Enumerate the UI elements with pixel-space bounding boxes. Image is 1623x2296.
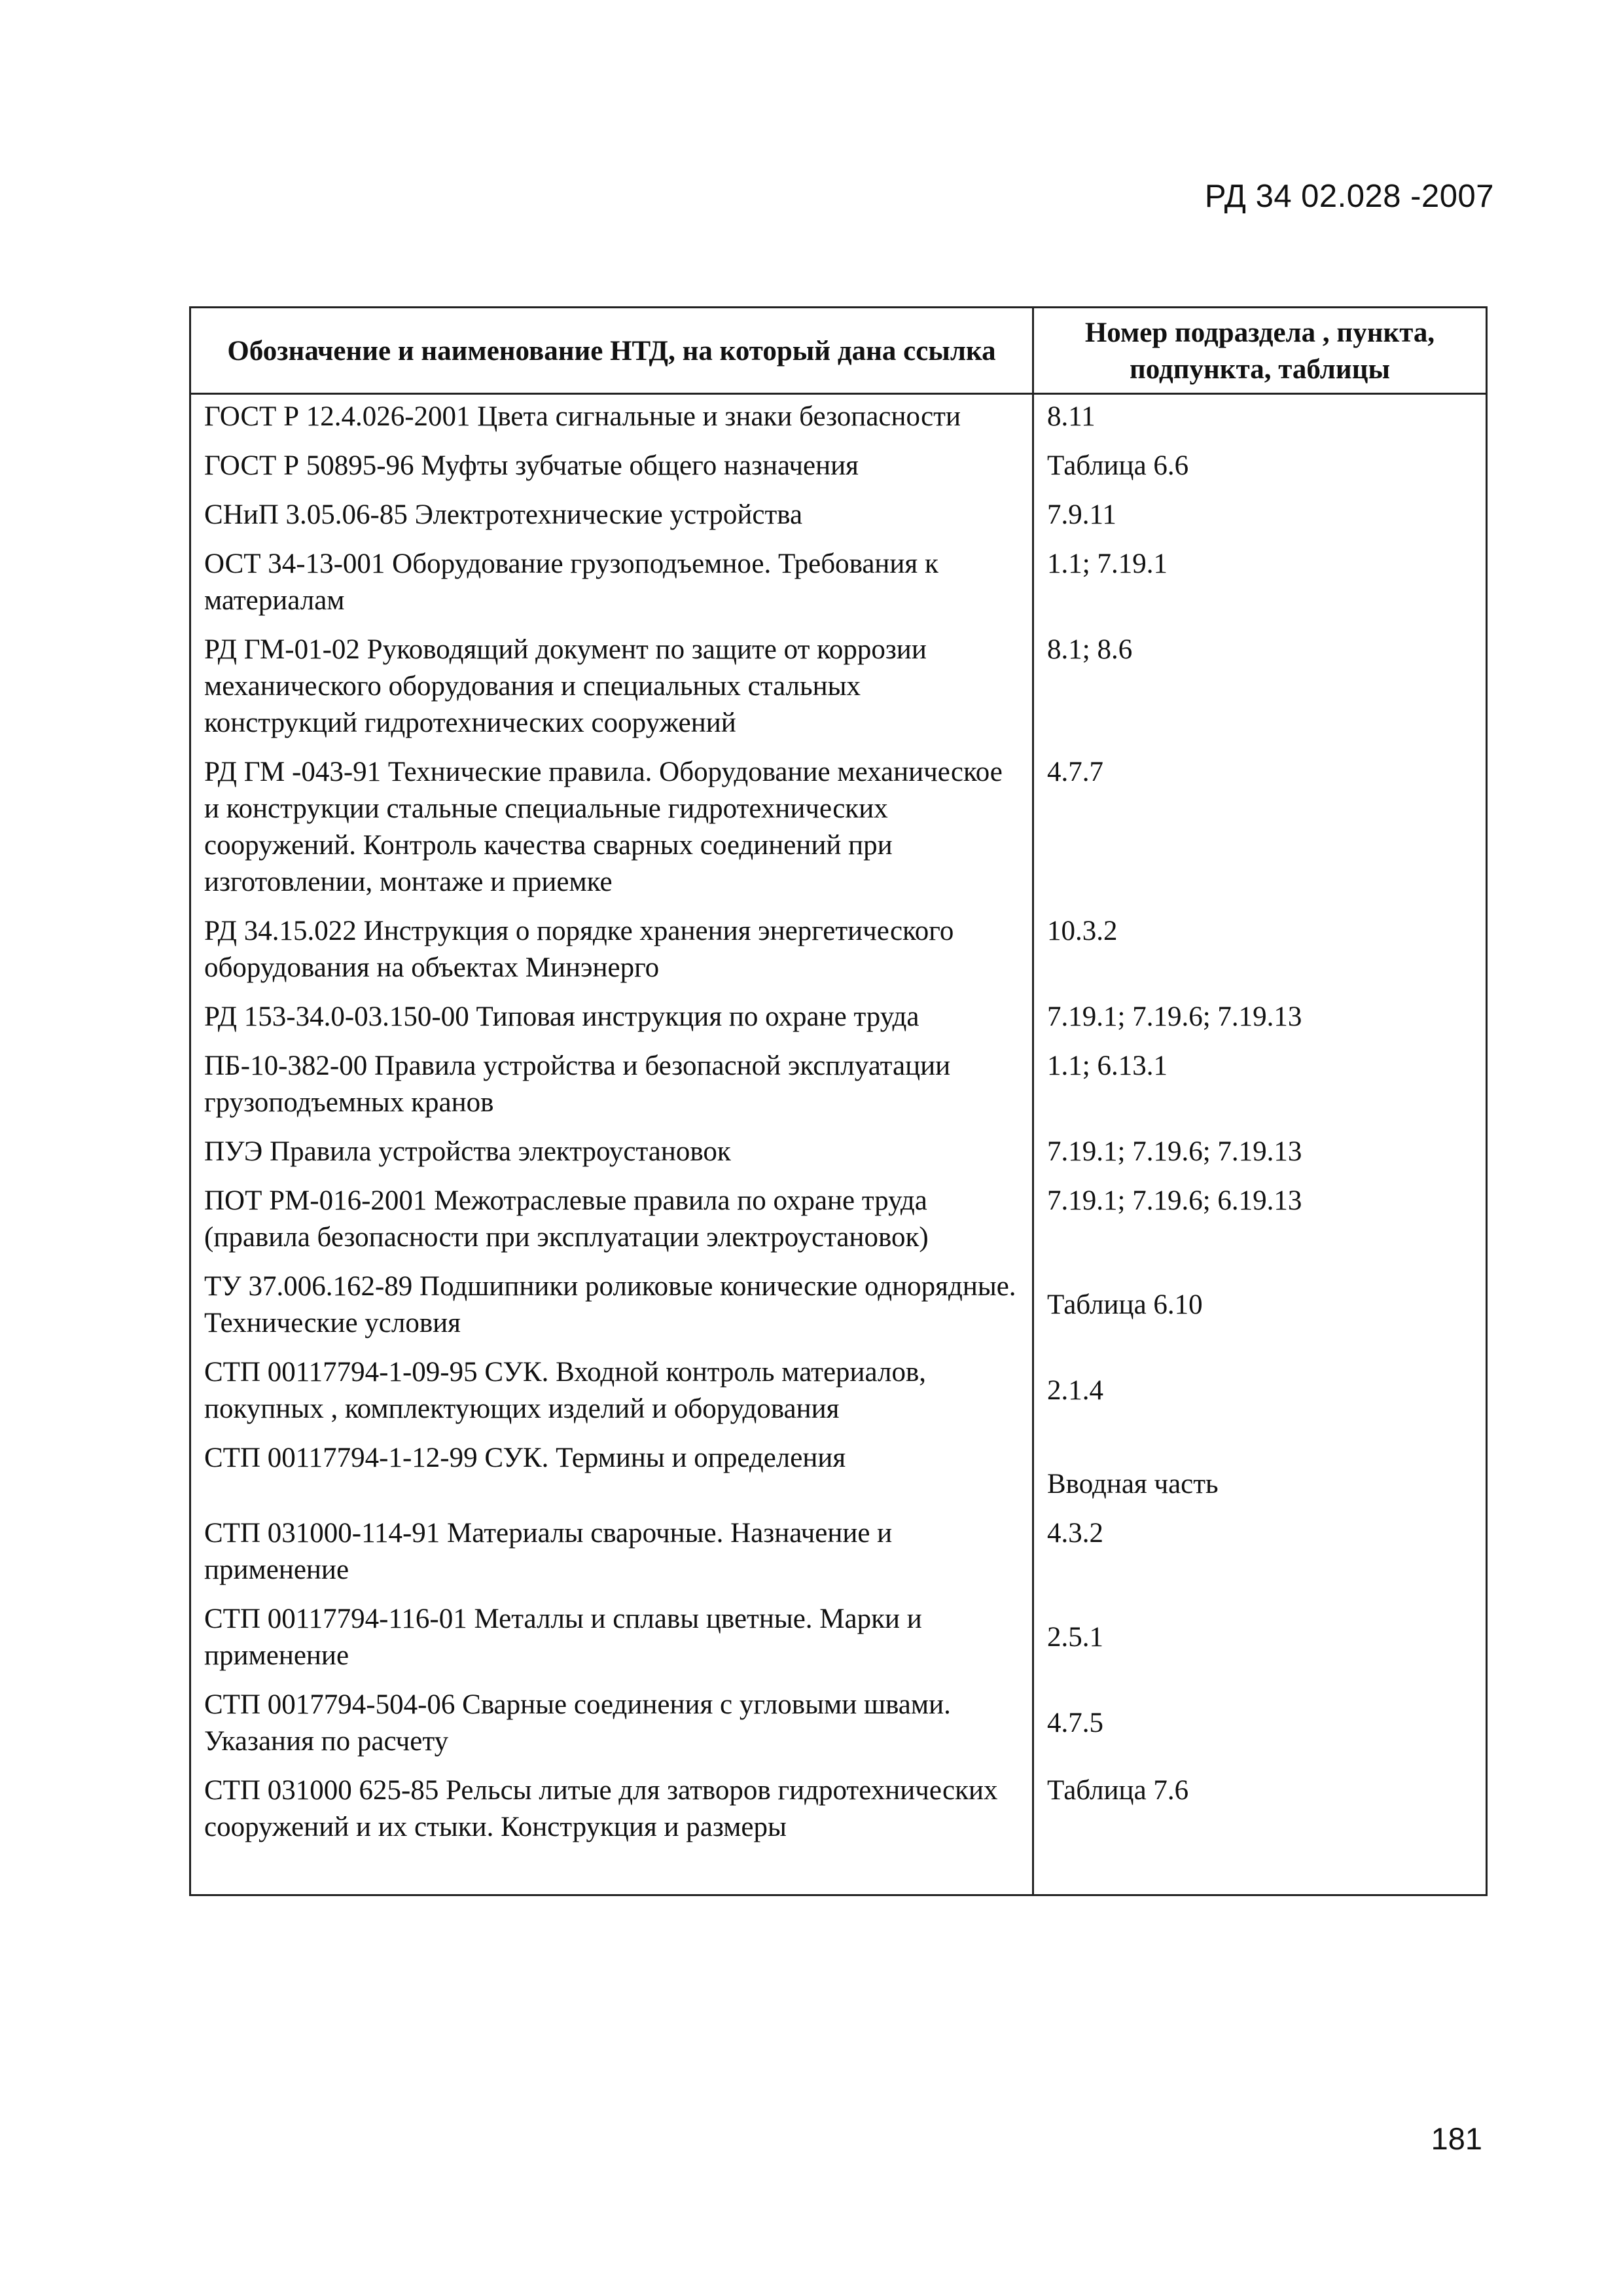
document-name-cell: ПУЭ Правила устройства электроустановок: [190, 1130, 1033, 1179]
table-row: [190, 1511, 1487, 1597]
document-name-cell: СНиП 3.05.06-85 Электротехнические устройства: [190, 493, 1033, 542]
table-row: [190, 394, 1487, 444]
section-ref-cell: 1.1; 6.13.1: [1033, 1044, 1487, 1130]
table-row: [190, 628, 1487, 750]
table-row: [190, 750, 1487, 909]
page-number: 181: [1431, 2121, 1482, 2156]
document-name-cell: СТП 00117794-1-12-99 СУК. Термины и определения: [190, 1436, 1033, 1511]
section-ref-cell: 7.19.1; 7.19.6; 7.19.13: [1033, 995, 1487, 1044]
table-row: [190, 1265, 1487, 1350]
references-table: [189, 306, 1488, 1896]
table-row: [190, 995, 1487, 1044]
document-name-cell: СТП 0017794-504-06 Сварные соединения с угловыми швами. Указания по расчету: [190, 1683, 1033, 1768]
document-name-cell: СТП 031000 625-85 Рельсы литые для затворов гидротехнических сооружений и их стыки. Конструкция и размеры: [190, 1768, 1033, 1895]
section-ref-cell: 7.19.1; 7.19.6; 7.19.13: [1033, 1130, 1487, 1179]
section-ref-cell: Таблица 6.6: [1033, 444, 1487, 493]
section-ref-cell: 10.3.2: [1033, 909, 1487, 995]
column-header-document: Обозначение и наименование НТД, на который дана ссылка: [190, 308, 1033, 394]
document-code: РД 34 02.028 -2007: [1204, 179, 1494, 214]
document-name-cell: ГОСТ Р 12.4.026-2001 Цвета сигнальные и знаки безопасности: [190, 394, 1033, 444]
document-name-cell: ТУ 37.006.162-89 Подшипники роликовые конические однорядные. Технические условия: [190, 1265, 1033, 1350]
table-header-row: [190, 308, 1487, 394]
section-ref-cell: 7.9.11: [1033, 493, 1487, 542]
column-header-section: Номер подраздела , пункта, подпункта, таблицы: [1033, 308, 1487, 394]
document-name-cell: СТП 00117794-1-09-95 СУК. Входной контроль материалов, покупных , комплектующих изделий и оборудования: [190, 1350, 1033, 1436]
section-ref-cell: 2.5.1: [1033, 1597, 1487, 1683]
section-ref-cell: 4.7.7: [1033, 750, 1487, 909]
section-ref-cell: 7.19.1; 7.19.6; 6.19.13: [1033, 1179, 1487, 1265]
table-row: [190, 1044, 1487, 1130]
section-ref-cell: 8.1; 8.6: [1033, 628, 1487, 750]
table-row: [190, 1179, 1487, 1265]
section-ref-cell: Вводная часть: [1033, 1436, 1487, 1511]
document-name-cell: ОСТ 34-13-001 Оборудование грузоподъемное. Требования к материалам: [190, 542, 1033, 628]
document-name-cell: РД ГМ-01-02 Руководящий документ по защите от коррозии механического оборудования и специальных стальных конструкций гидротехнических сооружений: [190, 628, 1033, 750]
document-name-cell: РД ГМ -043-91 Технические правила. Оборудование механическое и конструкции стальные специальные гидротехнических сооружений. Контроль качества сварных соединений при изготовлении, монтаже и приемке: [190, 750, 1033, 909]
table-row: [190, 444, 1487, 493]
table-row: [190, 1130, 1487, 1179]
document-name-cell: ПБ-10-382-00 Правила устройства и безопасной эксплуатации грузоподъемных кранов: [190, 1044, 1033, 1130]
table-row: [190, 493, 1487, 542]
document-name-cell: СТП 031000-114-91 Материалы сварочные. Назначение и применение: [190, 1511, 1033, 1597]
table-row: [190, 1768, 1487, 1895]
section-ref-cell: 1.1; 7.19.1: [1033, 542, 1487, 628]
document-name-cell: РД 153-34.0-03.150-00 Типовая инструкция по охране труда: [190, 995, 1033, 1044]
section-ref-cell: 4.7.5: [1033, 1683, 1487, 1768]
section-ref-cell: 2.1.4: [1033, 1350, 1487, 1436]
table-row: [190, 1597, 1487, 1683]
section-ref-cell: Таблица 7.6: [1033, 1768, 1487, 1895]
table-row: [190, 1683, 1487, 1768]
table-row: [190, 542, 1487, 628]
table-row: [190, 909, 1487, 995]
section-ref-cell: 8.11: [1033, 394, 1487, 444]
section-ref-cell: Таблица 6.10: [1033, 1265, 1487, 1350]
document-name-cell: ГОСТ Р 50895-96 Муфты зубчатые общего назначения: [190, 444, 1033, 493]
document-name-cell: СТП 00117794-116-01 Металлы и сплавы цветные. Марки и применение: [190, 1597, 1033, 1683]
document-name-cell: РД 34.15.022 Инструкция о порядке хранения энергетического оборудования на объектах Минэнерго: [190, 909, 1033, 995]
table-row: [190, 1436, 1487, 1511]
document-name-cell: ПОТ РМ-016-2001 Межотраслевые правила по охране труда (правила безопасности при эксплуатации электроустановок): [190, 1179, 1033, 1265]
section-ref-cell: 4.3.2: [1033, 1511, 1487, 1597]
table-row: [190, 1350, 1487, 1436]
